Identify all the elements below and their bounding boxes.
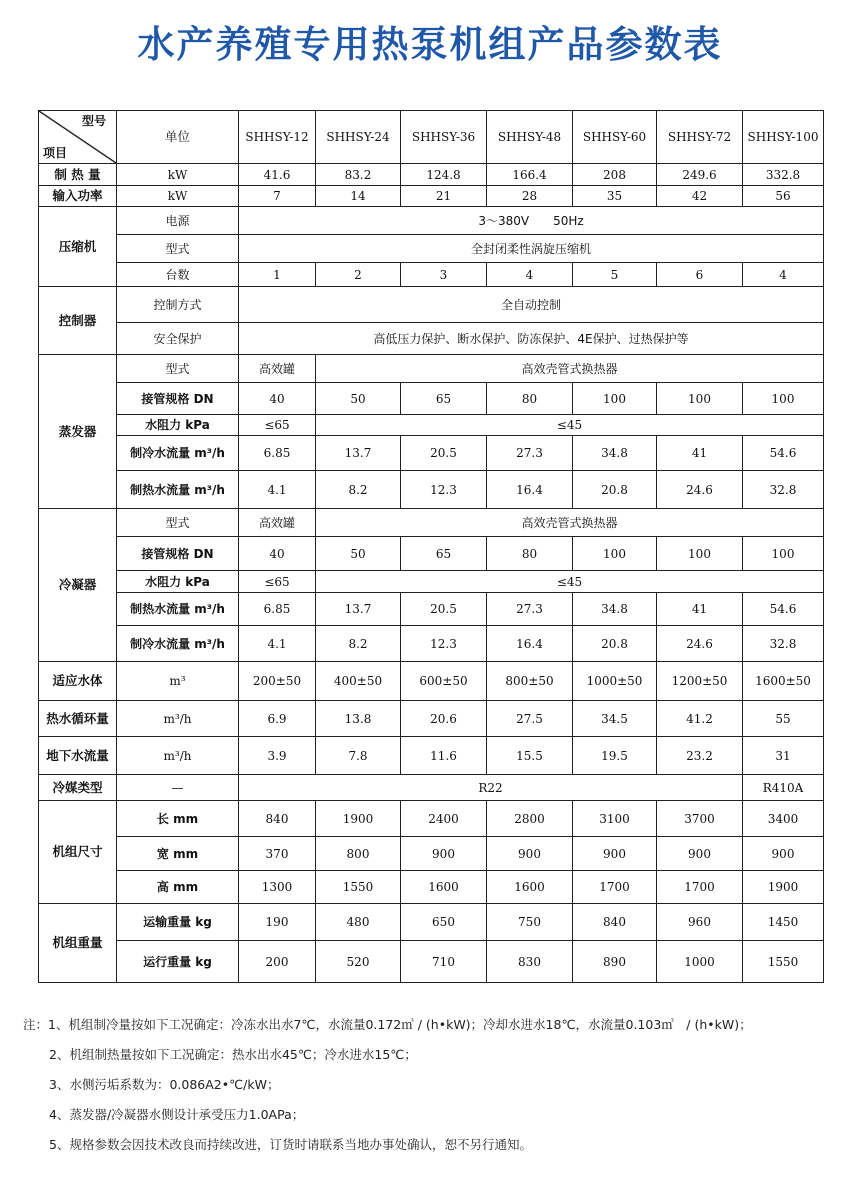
corner-cell [39,111,117,164]
value-cell: 1 [239,263,316,287]
value-cell: 800 [316,837,401,871]
value-cell: 42 [657,186,743,207]
value-cell: 55 [743,701,824,737]
value-cell: 600±50 [401,662,487,701]
value-cell: 1000±50 [573,662,657,701]
value-cell: 34.5 [573,701,657,737]
sub-label: 运行重量 kg [117,941,239,983]
value-cell: 4 [487,263,573,287]
run-weight-row [39,941,824,983]
groundwater-row [39,737,824,775]
value-cell: 400±50 [316,662,401,701]
notes-prefix: 注： [23,1017,49,1032]
group-label-controller: 控制器 [39,287,117,355]
spec-table [38,110,824,983]
value-cell: 12.3 [401,626,487,662]
value-cell: 208 [573,164,657,186]
value-cell: 1000 [657,941,743,983]
length-row [39,801,824,837]
merged-value: ≤45 [316,415,824,436]
value-cell: 6.85 [239,436,316,471]
merged-value: ≤45 [316,571,824,593]
value-cell: 3700 [657,801,743,837]
value-cell: 1550 [743,941,824,983]
value-cell: 13.7 [316,593,401,626]
value-cell: 高效罐 [239,509,316,537]
group-label-condenser: 冷凝器 [39,509,117,662]
value-cell: 20.8 [573,471,657,509]
value-cell: 24.6 [657,626,743,662]
row-label: 地下水流量 [39,737,117,775]
row-label: 适应水体 [39,662,117,701]
value-cell: 1600±50 [743,662,824,701]
value-cell: 166.4 [487,164,573,186]
model-header: SHHSY-48 [487,111,573,164]
value-cell: 200±50 [239,662,316,701]
value-cell: 20.6 [401,701,487,737]
value-cell: 8.2 [316,626,401,662]
value-cell: 124.8 [401,164,487,186]
value-cell: 83.2 [316,164,401,186]
merged-value: 高低压力保护、断水保护、防冻保护、4E保护、过热保护等 [239,323,824,355]
value-cell: 5 [573,263,657,287]
note-item: 4、蒸发器/冷凝器水侧设计承受压力1.0APa； [49,1107,305,1122]
sub-label: 运输重量 kg [117,904,239,941]
condenser-type-row [39,509,824,537]
value-cell: 4 [743,263,824,287]
row-label: 制 热 量 [39,164,117,186]
value-cell: 100 [573,383,657,415]
value-cell: 13.7 [316,436,401,471]
value-cell: 34.8 [573,436,657,471]
compressor-power-row [39,207,824,235]
value-cell: 8.2 [316,471,401,509]
header-row [39,111,824,164]
value-cell: 41 [657,436,743,471]
value-cell: 54.6 [743,593,824,626]
sub-label: 宽 mm [117,837,239,871]
row-label: 热水循环量 [39,701,117,737]
sub-label: 制冷水流量 m³/h [117,626,239,662]
value-cell: ≤65 [239,415,316,436]
value-cell: 12.3 [401,471,487,509]
note-item: 3、水侧污垢系数为：0.086A2•℃/kW； [49,1077,280,1092]
sub-label: 高 mm [117,871,239,904]
row-label: 冷媒类型 [39,775,117,801]
evaporator-pipe-row [39,383,824,415]
merged-value: 全封闭柔性涡旋压缩机 [239,235,824,263]
value-cell: 56 [743,186,824,207]
sub-label: 控制方式 [117,287,239,323]
sub-label: 制冷水流量 m³/h [117,436,239,471]
value-cell: 1600 [401,871,487,904]
group-label-weight: 机组重量 [39,904,117,983]
value-cell: 15.5 [487,737,573,775]
value-cell: 40 [239,383,316,415]
value-cell: 3.9 [239,737,316,775]
value-cell: 35 [573,186,657,207]
row-label: 输入功率 [39,186,117,207]
value-cell: 41.2 [657,701,743,737]
condenser-pipe-row [39,537,824,571]
value-cell: 3 [401,263,487,287]
value-cell: 13.8 [316,701,401,737]
value-cell: 830 [487,941,573,983]
value-cell: 3400 [743,801,824,837]
value-cell: 6.9 [239,701,316,737]
value-cell: 27.3 [487,593,573,626]
value-cell: 480 [316,904,401,941]
sub-label: 水阻力 kPa [117,571,239,593]
value-cell: 1300 [239,871,316,904]
value-cell: 2800 [487,801,573,837]
value-cell: 800±50 [487,662,573,701]
value-cell: 710 [401,941,487,983]
compressor-type-row [39,235,824,263]
model-header: SHHSY-36 [401,111,487,164]
evaporator-type-row [39,355,824,383]
value-cell: 900 [401,837,487,871]
value-cell: 21 [401,186,487,207]
sub-label: 台数 [117,263,239,287]
value-cell: 28 [487,186,573,207]
model-header: SHHSY-100 [743,111,824,164]
value-cell: 6 [657,263,743,287]
compressor-count-row [39,263,824,287]
ship-weight-row [39,904,824,941]
evaporator-resistance-row [39,415,824,436]
model-header: SHHSY-12 [239,111,316,164]
note-item: 2、机组制热量按如下工况确定：热水出水45℃；冷水进水15℃； [49,1047,417,1062]
value-cell: 1700 [573,871,657,904]
hot-water-circ-row [39,701,824,737]
value-cell: 高效罐 [239,355,316,383]
sub-label: 型式 [117,235,239,263]
value-cell: 2 [316,263,401,287]
value-cell: 65 [401,383,487,415]
unit-cell: kW [117,186,239,207]
controller-mode-row [39,287,824,323]
note-text: 1、机组制冷量按如下工况确定：冷冻水出水7℃，水流量0.172㎥ / (h•kW)；冷却水进水18℃，水流量0.103㎥ / (h•kW)； [48,1017,752,1032]
value-cell: 900 [743,837,824,871]
value-cell: 16.4 [487,626,573,662]
merged-value: R22 [239,775,743,801]
page-title: 水产养殖专用热泵机组产品参数表 [137,23,723,66]
merged-value: 高效壳管式换热器 [316,509,824,537]
value-cell: 100 [743,537,824,571]
value-cell: 34.8 [573,593,657,626]
value-cell: 7 [239,186,316,207]
height-row [39,871,824,904]
condenser-heat-flow-row [39,593,824,626]
value-cell: 1700 [657,871,743,904]
merged-value: 3～380V 50Hz [239,207,824,235]
value-cell: 900 [487,837,573,871]
value-cell: 14 [316,186,401,207]
value-cell: 54.6 [743,436,824,471]
value-cell: 27.3 [487,436,573,471]
value-cell: 100 [657,537,743,571]
sub-label: 制热水流量 m³/h [117,593,239,626]
value-cell: 23.2 [657,737,743,775]
value-cell: 65 [401,537,487,571]
value-cell: 32.8 [743,626,824,662]
corner-model-label: 型号 [81,114,106,128]
value-cell: 900 [573,837,657,871]
corner-item-label: 项目 [43,146,68,160]
value-cell: 840 [239,801,316,837]
value-cell: 750 [487,904,573,941]
sub-label: 接管规格 DN [117,537,239,571]
value-cell: 80 [487,383,573,415]
value-cell: ≤65 [239,571,316,593]
value-cell: 4.1 [239,471,316,509]
evaporator-cool-flow-row [39,436,824,471]
note-item [23,1014,853,1044]
value-cell: 1900 [743,871,824,904]
group-label-compressor: 压缩机 [39,207,117,287]
input-power-row [39,186,824,207]
water-body-row [39,662,824,701]
value-cell: 1550 [316,871,401,904]
value-cell: 650 [401,904,487,941]
value-cell: 890 [573,941,657,983]
sub-label: 制热水流量 m³/h [117,471,239,509]
sub-label: 安全保护 [117,323,239,355]
value-cell: 40 [239,537,316,571]
value-cell: 370 [239,837,316,871]
unit-header: 单位 [117,111,239,164]
unit-cell: kW [117,164,239,186]
value-cell: 2400 [401,801,487,837]
value-cell: 960 [657,904,743,941]
value-cell: 20.5 [401,593,487,626]
value-cell: 200 [239,941,316,983]
unit-cell: — [117,775,239,801]
value-cell: 100 [657,383,743,415]
value-cell: 190 [239,904,316,941]
value-cell: 3100 [573,801,657,837]
model-header: SHHSY-72 [657,111,743,164]
value-cell: 41.6 [239,164,316,186]
value-cell: 20.8 [573,626,657,662]
condenser-cool-flow-row [39,626,824,662]
sub-label: 电源 [117,207,239,235]
sub-label: 长 mm [117,801,239,837]
value-cell: 1450 [743,904,824,941]
value-cell: 19.5 [573,737,657,775]
value-cell: 50 [316,383,401,415]
value-cell: 100 [743,383,824,415]
unit-cell: m³/h [117,701,239,737]
refrigerant-row [39,775,824,801]
note-item: 5、规格参数会因技术改良而持续改进，订货时请联系当地办事处确认，恕不另行通知。 [49,1137,532,1152]
sub-label: 接管规格 DN [117,383,239,415]
unit-cell: m³ [117,662,239,701]
value-cell: 520 [316,941,401,983]
sub-label: 型式 [117,355,239,383]
value-cell: 1900 [316,801,401,837]
value-cell: 24.6 [657,471,743,509]
value-cell: 332.8 [743,164,824,186]
notes-section [23,1014,853,1164]
value-cell: 32.8 [743,471,824,509]
value-cell: 27.5 [487,701,573,737]
value-cell: R410A [743,775,824,801]
value-cell: 16.4 [487,471,573,509]
sub-label: 水阻力 kPa [117,415,239,436]
value-cell: 50 [316,537,401,571]
condenser-resistance-row [39,571,824,593]
value-cell: 1200±50 [657,662,743,701]
merged-value: 全自动控制 [239,287,824,323]
value-cell: 100 [573,537,657,571]
controller-safety-row [39,323,824,355]
evaporator-heat-flow-row [39,471,824,509]
value-cell: 900 [657,837,743,871]
model-header: SHHSY-24 [316,111,401,164]
value-cell: 6.85 [239,593,316,626]
sub-label: 型式 [117,509,239,537]
unit-cell: m³/h [117,737,239,775]
value-cell: 840 [573,904,657,941]
value-cell: 31 [743,737,824,775]
merged-value: 高效壳管式换热器 [316,355,824,383]
heating-row [39,164,824,186]
group-label-evaporator: 蒸发器 [39,355,117,509]
width-row [39,837,824,871]
model-header: SHHSY-60 [573,111,657,164]
value-cell: 41 [657,593,743,626]
value-cell: 20.5 [401,436,487,471]
group-label-dimensions: 机组尺寸 [39,801,117,904]
value-cell: 4.1 [239,626,316,662]
value-cell: 7.8 [316,737,401,775]
value-cell: 80 [487,537,573,571]
value-cell: 249.6 [657,164,743,186]
value-cell: 11.6 [401,737,487,775]
value-cell: 1600 [487,871,573,904]
